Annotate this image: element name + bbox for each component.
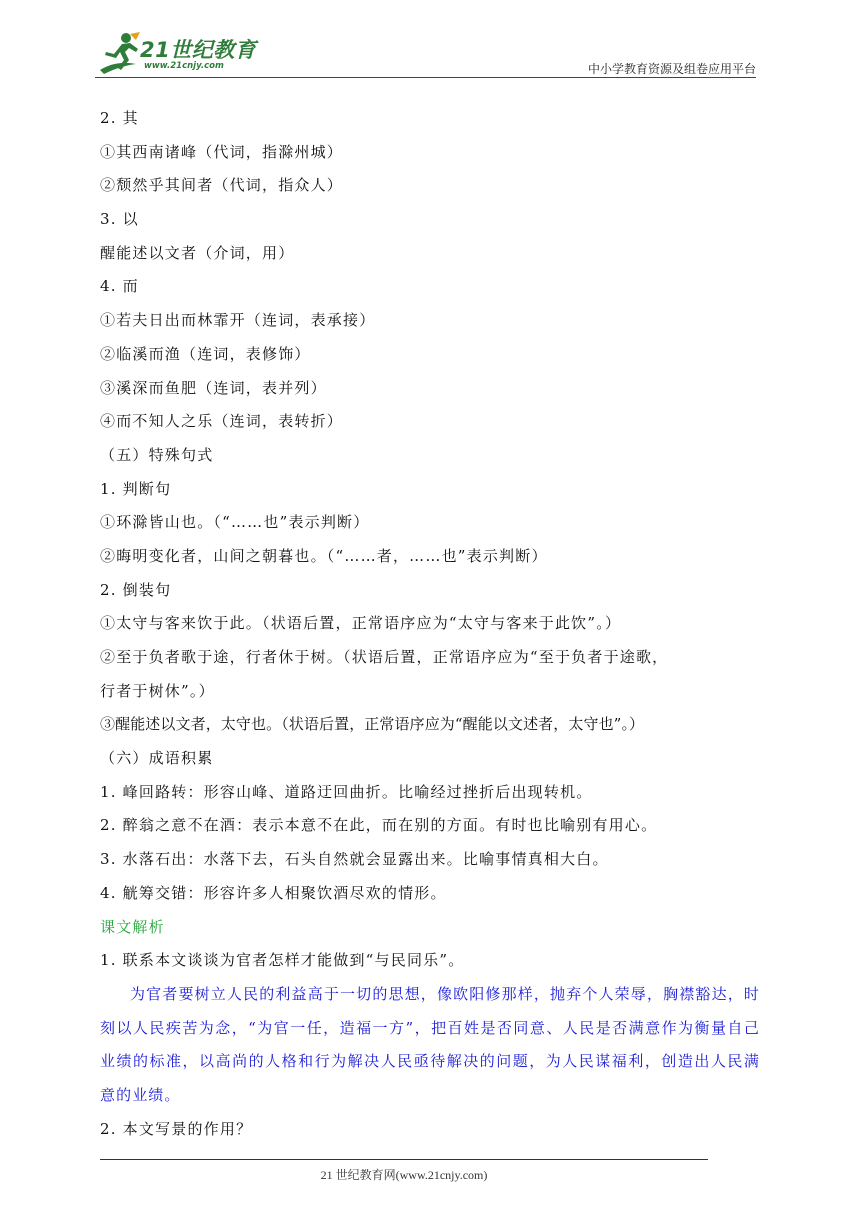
idiom-item: 3. 水落石出：水落下去，石头自然就会显露出来。比喻事情真相大白。 <box>100 850 609 869</box>
text-line: ①其西南诸峰（代词，指滁州城） <box>100 142 344 161</box>
text-line: ③溪深而鱼肥（连词，表并列） <box>100 378 327 397</box>
text-line: ①环滁皆山也。（“……也”表示判断） <box>100 513 370 532</box>
logo-url: www.21cnjy.com <box>144 61 224 71</box>
document-body <box>100 102 760 1146</box>
answer-1: 为官者要树立人民的利益高于一切的思想，像欧阳修那样，抛弃个人荣辱，胸襟豁达，时刻以人民疾苦为念，“为官一任，造福一方”，把百姓是否同意、人民是否满意作为衡量自己业绩的标准，以高尚的人格和行为解决人民亟待解决的问题，为人民谋福利，创造出人民满意的业绩。 <box>100 984 760 1104</box>
text-line: 3. 以 <box>100 210 139 229</box>
question-2: 2. 本文写景的作用？ <box>100 1119 253 1138</box>
question-1: 1. 联系本文谈谈为官者怎样才能做到“与民同乐”。 <box>100 951 465 970</box>
text-line: ②颓然乎其间者（代词，指众人） <box>100 176 344 195</box>
text-line: ④而不知人之乐（连词，表转折） <box>100 412 344 431</box>
header-divider <box>95 77 756 78</box>
analysis-heading: 课文解析 <box>100 917 165 936</box>
logo-text: 21世纪教育 <box>140 38 257 62</box>
text-line: ②晦明变化者，山间之朝暮也。（“……者，……也”表示判断） <box>100 546 548 565</box>
footer-divider <box>100 1159 708 1160</box>
text-line: ①若夫日出而林霏开（连词，表承接） <box>100 311 376 330</box>
text-line: 醒能述以文者（介词，用） <box>100 243 295 262</box>
text-line: 行者于树休”。） <box>100 681 215 700</box>
idiom-item: 2. 醉翁之意不在酒：表示本意不在此，而在别的方面。有时也比喻别有用心。 <box>100 816 658 835</box>
text-line: ②至于负者歌于途，行者休于树。（状语后置，正常语序应为“至于负者于途歌， <box>100 648 669 666</box>
page-header <box>0 0 860 80</box>
text-line: ③醒能述以文者，太守也。（状语后置，正常语序应为“醒能以文述者，太守也”。） <box>100 715 645 734</box>
section-heading: （六）成语积累 <box>100 749 214 768</box>
text-line: 2. 倒装句 <box>100 580 172 599</box>
text-line: ①太守与客来饮于此。（状语后置，正常语序应为“太守与客来于此饮”。） <box>100 614 622 633</box>
idiom-item: 1. 峰回路转：形容山峰、道路迂回曲折。比喻经过挫折后出现转机。 <box>100 782 593 801</box>
section-heading: （五）特殊句式 <box>100 445 214 464</box>
text-line: 1. 判断句 <box>100 479 172 498</box>
site-logo[interactable] <box>96 30 266 78</box>
text-line: 4. 而 <box>100 277 139 296</box>
idiom-item: 4. 觥筹交错：形容许多人相聚饮酒尽欢的情形。 <box>100 883 447 902</box>
page-footer: 21 世纪教育网(www.21cnjy.com) <box>320 1168 488 1182</box>
text-line: ②临溪而渔（连词，表修饰） <box>100 344 311 363</box>
text-line: 2. 其 <box>100 109 139 127</box>
runner-logo-icon <box>96 30 144 76</box>
platform-name: 中小学教育资源及组卷应用平台 <box>587 62 756 76</box>
